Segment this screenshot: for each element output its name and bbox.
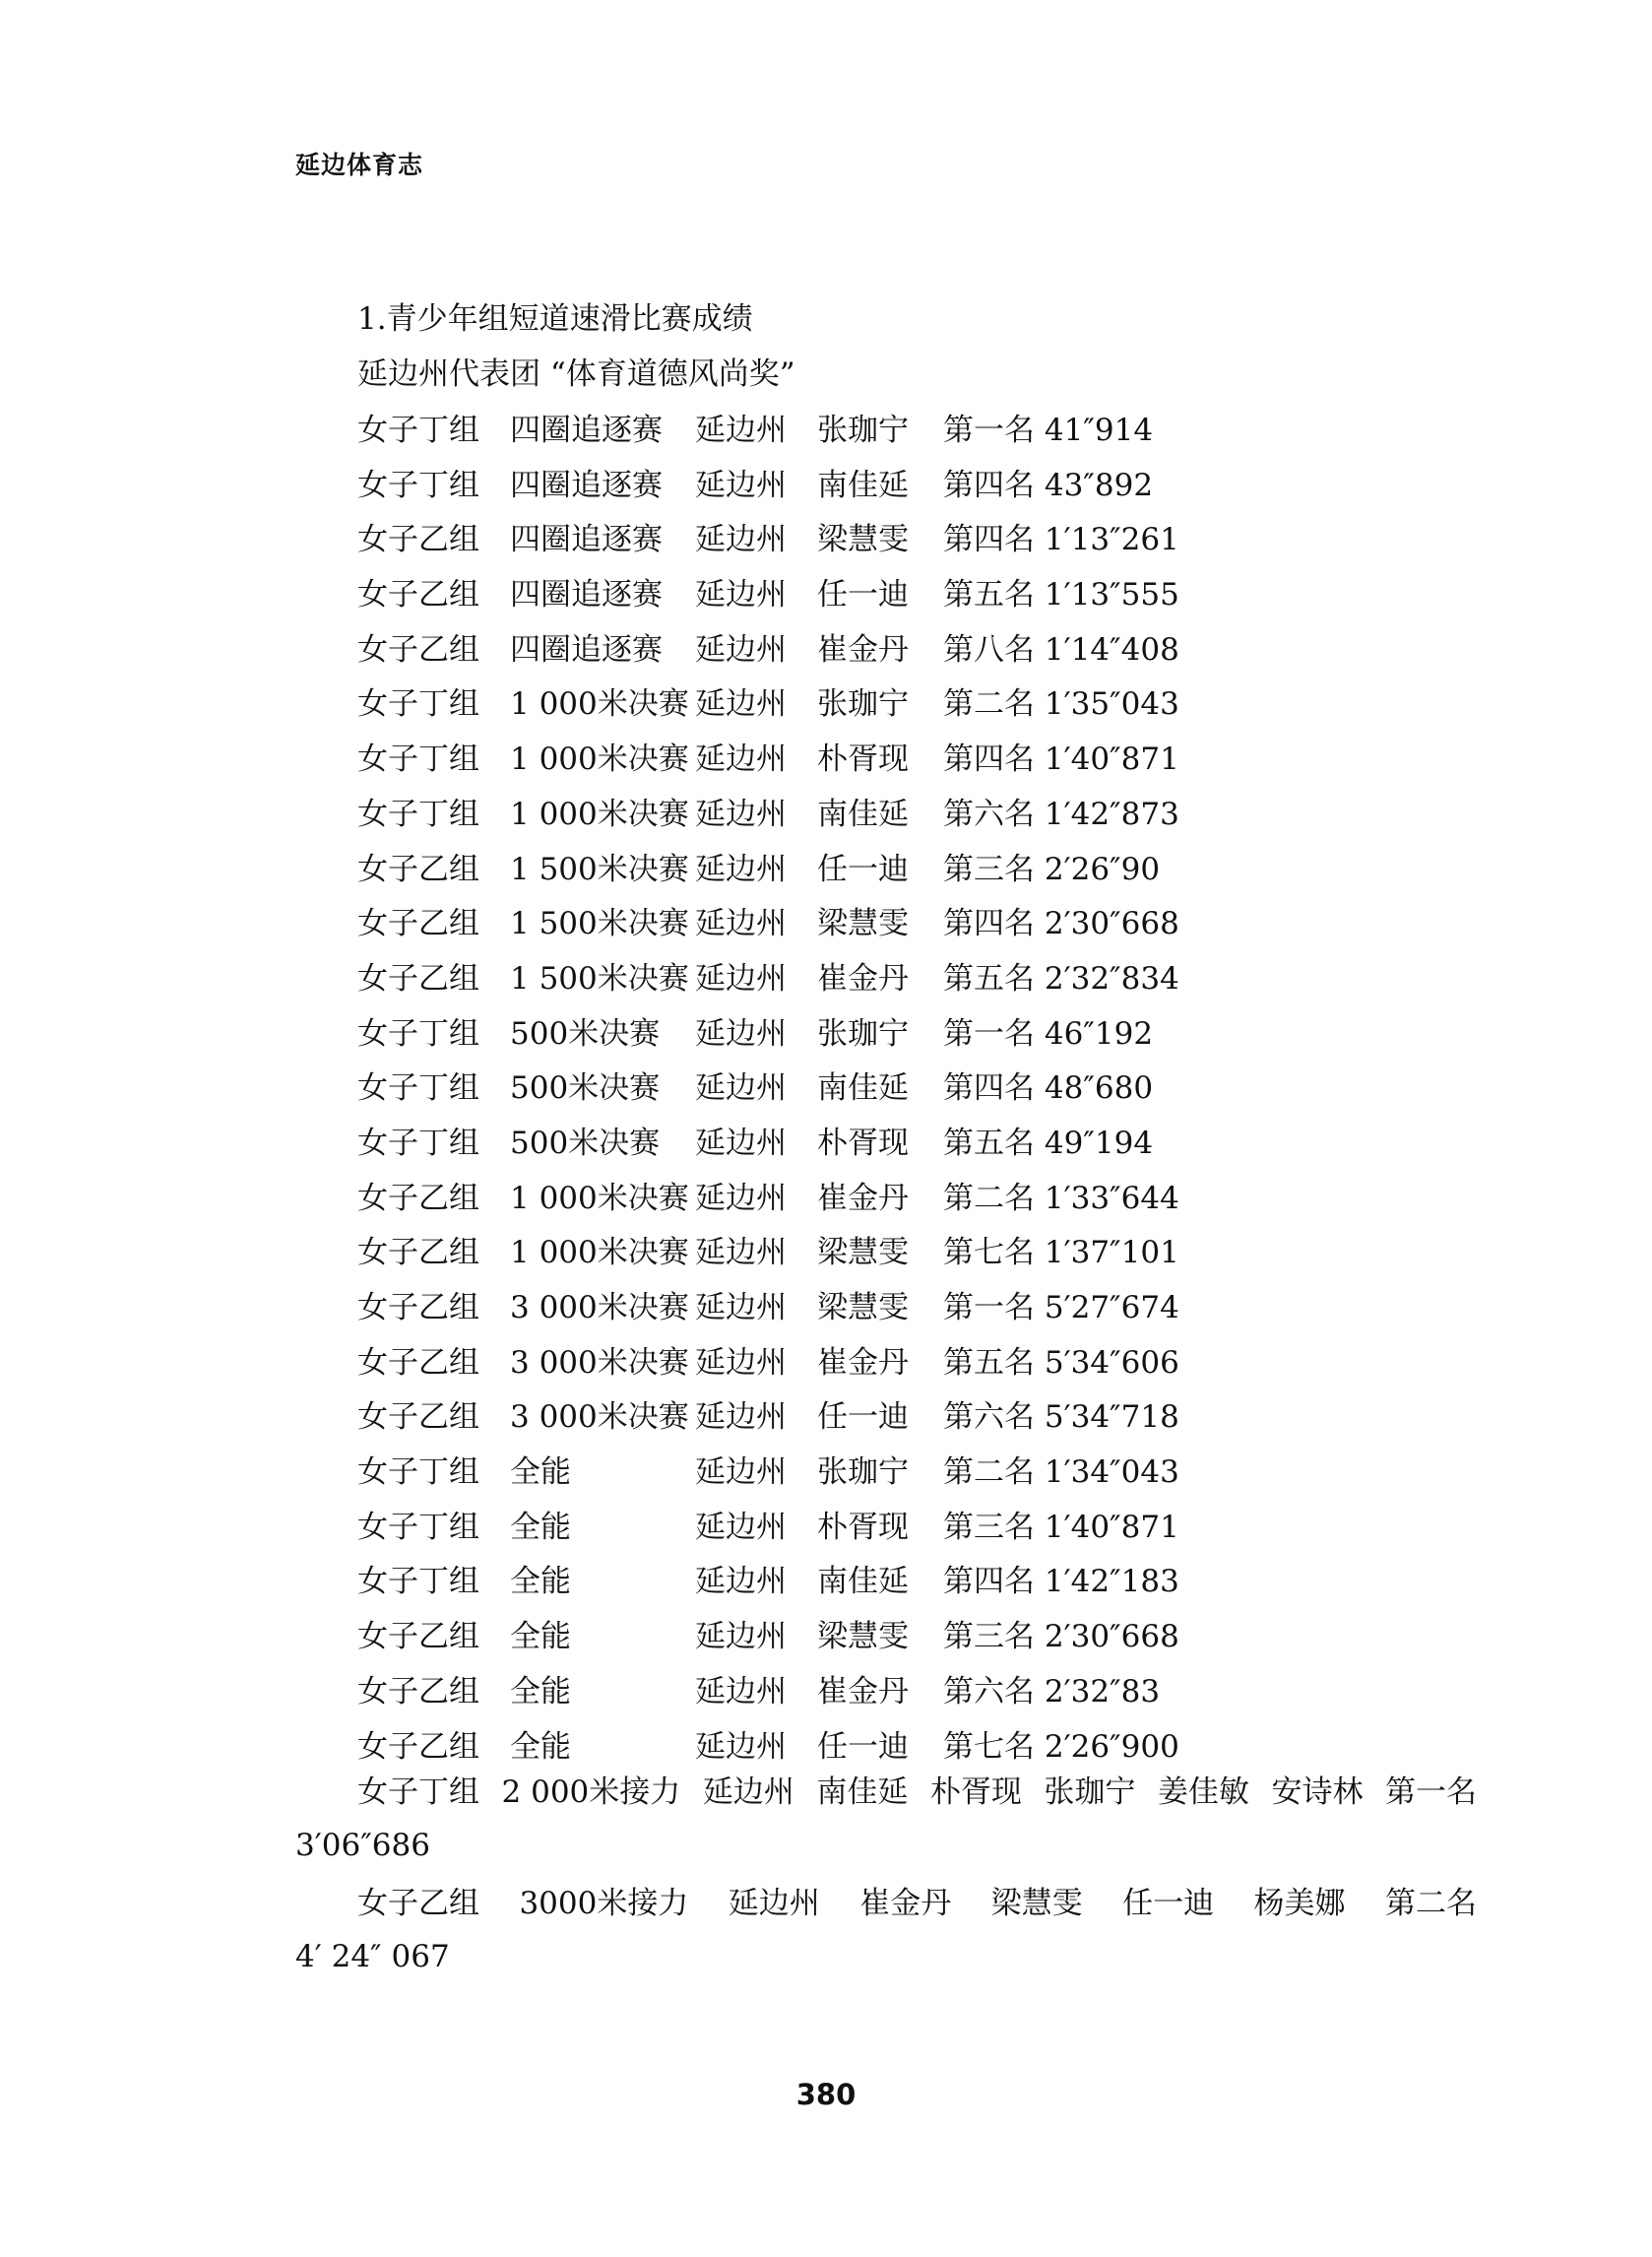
result-event: 1 000米决赛 xyxy=(510,796,689,832)
result-region: 延边州 xyxy=(695,467,787,503)
result-group: 女子乙组 xyxy=(357,1344,479,1381)
result-event: 500米决赛 xyxy=(510,1015,661,1052)
result-rank-time: 第一名 41″914 xyxy=(943,413,1154,448)
result-group: 女子丁组 xyxy=(357,413,479,448)
result-event: 四圈追逐赛 xyxy=(510,577,663,613)
result-row xyxy=(357,843,1480,898)
result-row xyxy=(357,788,1480,843)
relay-part: 延边州 xyxy=(728,1886,820,1921)
result-rank-time: 第一名 46″192 xyxy=(943,1015,1154,1052)
relay-part: 延边州 xyxy=(702,1774,794,1810)
result-row xyxy=(357,1336,1480,1391)
result-region: 延边州 xyxy=(695,1728,787,1765)
result-group: 女子丁组 xyxy=(357,1070,479,1107)
result-region: 延边州 xyxy=(695,1564,787,1600)
result-athlete: 朴胥现 xyxy=(817,742,909,778)
result-athlete: 朴胥现 xyxy=(817,1509,909,1545)
result-row xyxy=(357,1062,1480,1117)
result-rank-time: 第三名 2′30″668 xyxy=(943,1619,1179,1655)
result-row xyxy=(357,1665,1480,1720)
result-row xyxy=(357,1226,1480,1281)
result-rank-time: 第六名 5′34″718 xyxy=(943,1399,1179,1436)
result-event: 四圈追逐赛 xyxy=(510,413,663,448)
relay-part: 女子丁组 xyxy=(357,1774,479,1810)
result-group: 女子丁组 xyxy=(357,742,479,778)
result-row xyxy=(357,733,1480,788)
result-athlete: 南佳延 xyxy=(817,1564,909,1600)
running-header: 延边体育志 xyxy=(295,151,424,179)
result-region: 延边州 xyxy=(695,1454,787,1491)
result-event: 全能 xyxy=(510,1673,571,1709)
result-group: 女子乙组 xyxy=(357,1290,479,1325)
results-list xyxy=(357,404,1480,1774)
relay-part: 朴胥现 xyxy=(929,1774,1022,1810)
result-group: 女子乙组 xyxy=(357,577,479,613)
result-athlete: 张珈宁 xyxy=(817,1015,909,1052)
result-row xyxy=(357,459,1480,514)
result-rank-time: 第四名 1′42″183 xyxy=(943,1564,1179,1600)
result-row xyxy=(357,1390,1480,1446)
result-athlete: 任一迪 xyxy=(817,1728,909,1765)
result-region: 延边州 xyxy=(695,413,787,448)
result-rank-time: 第二名 1′35″043 xyxy=(943,686,1179,723)
result-region: 延边州 xyxy=(695,686,787,723)
relay-part: 南佳延 xyxy=(816,1774,909,1810)
result-region: 延边州 xyxy=(695,522,787,558)
result-event: 1 500米决赛 xyxy=(510,851,689,887)
result-athlete: 任一迪 xyxy=(817,851,909,887)
relay-part: 杨美娜 xyxy=(1253,1886,1346,1921)
result-rank-time: 第二名 1′33″644 xyxy=(943,1180,1179,1216)
relay-part: 崔金丹 xyxy=(859,1886,952,1921)
result-athlete: 崔金丹 xyxy=(817,960,909,997)
result-row xyxy=(357,952,1480,1007)
result-event: 500米决赛 xyxy=(510,1070,661,1107)
result-region: 延边州 xyxy=(695,1180,787,1216)
result-athlete: 朴胥现 xyxy=(817,1125,909,1161)
result-athlete: 梁慧雯 xyxy=(817,906,909,942)
result-athlete: 张珈宁 xyxy=(817,413,909,448)
result-region: 延边州 xyxy=(695,1235,787,1271)
result-rank-time: 第四名 1′40″871 xyxy=(943,742,1179,778)
result-rank-time: 第五名 2′32″834 xyxy=(943,960,1179,997)
result-region: 延边州 xyxy=(695,1125,787,1161)
result-row xyxy=(357,623,1480,678)
result-event: 全能 xyxy=(510,1509,571,1545)
result-group: 女子乙组 xyxy=(357,906,479,942)
result-athlete: 梁慧雯 xyxy=(817,1235,909,1271)
result-athlete: 梁慧雯 xyxy=(817,1290,909,1325)
result-event: 全能 xyxy=(510,1619,571,1655)
result-rank-time: 第四名 48″680 xyxy=(943,1070,1154,1107)
relay-entry-line xyxy=(295,1766,1477,1819)
result-athlete: 崔金丹 xyxy=(817,1180,909,1216)
result-rank-time: 第三名 1′40″871 xyxy=(943,1509,1179,1545)
result-rank-time: 第四名 2′30″668 xyxy=(943,906,1179,942)
result-athlete: 崔金丹 xyxy=(817,1673,909,1709)
result-region: 延边州 xyxy=(695,960,787,997)
result-group: 女子乙组 xyxy=(357,1235,479,1271)
result-row xyxy=(357,677,1480,733)
section-subtitle: 延边州代表团 “体育道德风尚奖” xyxy=(357,356,795,392)
result-group: 女子乙组 xyxy=(357,1728,479,1765)
relay-part: 任一迪 xyxy=(1122,1886,1215,1921)
result-row xyxy=(357,1007,1480,1063)
result-event: 500米决赛 xyxy=(510,1125,661,1161)
relay-entry-line xyxy=(295,1877,1477,1930)
result-athlete: 南佳延 xyxy=(817,796,909,832)
result-event: 1 000米决赛 xyxy=(510,686,689,723)
result-rank-time: 第六名 1′42″873 xyxy=(943,796,1179,832)
result-rank-time: 第二名 1′34″043 xyxy=(943,1454,1179,1491)
result-event: 3 000米决赛 xyxy=(510,1399,689,1436)
relay-part: 第二名 xyxy=(1384,1886,1477,1921)
result-group: 女子乙组 xyxy=(357,960,479,997)
relay-part: 3000米接力 xyxy=(519,1886,689,1921)
result-row xyxy=(357,897,1480,952)
result-rank-time: 第五名 1′13″555 xyxy=(943,577,1179,613)
relay-part: 张珈宁 xyxy=(1044,1774,1136,1810)
result-athlete: 任一迪 xyxy=(817,577,909,613)
relay-part: 2 000米接力 xyxy=(501,1774,681,1810)
result-region: 延边州 xyxy=(695,796,787,832)
result-row xyxy=(357,1281,1480,1336)
result-row xyxy=(357,1501,1480,1556)
result-region: 延边州 xyxy=(695,1070,787,1107)
relay-time: 3′06″686 xyxy=(295,1828,430,1863)
result-event: 全能 xyxy=(510,1564,571,1600)
result-region: 延边州 xyxy=(695,577,787,613)
result-event: 3 000米决赛 xyxy=(510,1290,689,1325)
result-event: 四圈追逐赛 xyxy=(510,467,663,503)
result-athlete: 崔金丹 xyxy=(817,631,909,668)
result-athlete: 梁慧雯 xyxy=(817,1619,909,1655)
result-group: 女子乙组 xyxy=(357,1180,479,1216)
result-row xyxy=(357,1446,1480,1501)
result-event: 1 000米决赛 xyxy=(510,1235,689,1271)
result-region: 延边州 xyxy=(695,906,787,942)
relay-part: 安诗林 xyxy=(1271,1774,1364,1810)
result-group: 女子丁组 xyxy=(357,1509,479,1545)
result-athlete: 南佳延 xyxy=(817,467,909,503)
result-row xyxy=(357,1610,1480,1665)
result-rank-time: 第八名 1′14″408 xyxy=(943,631,1179,668)
result-event: 全能 xyxy=(510,1728,571,1765)
result-region: 延边州 xyxy=(695,1619,787,1655)
result-athlete: 南佳延 xyxy=(817,1070,909,1107)
result-athlete: 张珈宁 xyxy=(817,1454,909,1491)
section-title: 1.青少年组短道速滑比赛成绩 xyxy=(357,301,753,337)
relay-part: 姜佳敏 xyxy=(1157,1774,1249,1810)
result-event: 1 500米决赛 xyxy=(510,960,689,997)
page-number: 380 xyxy=(795,2078,857,2111)
result-region: 延边州 xyxy=(695,1290,787,1325)
result-event: 1 000米决赛 xyxy=(510,1180,689,1216)
result-row xyxy=(357,1172,1480,1227)
result-region: 延边州 xyxy=(695,631,787,668)
result-group: 女子乙组 xyxy=(357,851,479,887)
result-region: 延边州 xyxy=(695,1399,787,1436)
result-row xyxy=(357,404,1480,459)
result-group: 女子乙组 xyxy=(357,522,479,558)
relay-part: 女子乙组 xyxy=(357,1886,479,1921)
result-athlete: 任一迪 xyxy=(817,1399,909,1436)
relay-entry xyxy=(295,1877,1477,1983)
result-athlete: 崔金丹 xyxy=(817,1344,909,1381)
result-group: 女子丁组 xyxy=(357,1454,479,1491)
result-rank-time: 第五名 5′34″606 xyxy=(943,1344,1179,1381)
result-rank-time: 第四名 43″892 xyxy=(943,467,1154,503)
result-region: 延边州 xyxy=(695,1015,787,1052)
result-region: 延边州 xyxy=(695,851,787,887)
result-group: 女子丁组 xyxy=(357,467,479,503)
result-rank-time: 第五名 49″194 xyxy=(943,1125,1154,1161)
result-rank-time: 第六名 2′32″83 xyxy=(943,1673,1161,1709)
result-row xyxy=(357,1555,1480,1610)
result-rank-time: 第四名 1′13″261 xyxy=(943,522,1179,558)
result-rank-time: 第一名 5′27″674 xyxy=(943,1290,1179,1325)
result-athlete: 张珈宁 xyxy=(817,686,909,723)
result-rank-time: 第七名 1′37″101 xyxy=(943,1235,1179,1271)
result-rank-time: 第三名 2′26″90 xyxy=(943,851,1161,887)
relay-part: 梁慧雯 xyxy=(990,1886,1083,1921)
result-group: 女子丁组 xyxy=(357,1564,479,1600)
result-event: 四圈追逐赛 xyxy=(510,522,663,558)
result-region: 延边州 xyxy=(695,1509,787,1545)
result-group: 女子丁组 xyxy=(357,796,479,832)
result-event: 1 000米决赛 xyxy=(510,742,689,778)
relay-entry xyxy=(295,1766,1477,1872)
result-row xyxy=(357,568,1480,623)
result-group: 女子乙组 xyxy=(357,1619,479,1655)
result-group: 女子丁组 xyxy=(357,1125,479,1161)
result-group: 女子丁组 xyxy=(357,1015,479,1052)
result-region: 延边州 xyxy=(695,742,787,778)
result-group: 女子丁组 xyxy=(357,686,479,723)
result-rank-time: 第七名 2′26″900 xyxy=(943,1728,1179,1765)
result-row xyxy=(357,513,1480,568)
result-athlete: 梁慧雯 xyxy=(817,522,909,558)
result-event: 四圈追逐赛 xyxy=(510,631,663,668)
result-group: 女子乙组 xyxy=(357,1673,479,1709)
result-event: 全能 xyxy=(510,1454,571,1491)
relay-part: 第一名 xyxy=(1385,1774,1477,1810)
result-event: 3 000米决赛 xyxy=(510,1344,689,1381)
result-row xyxy=(357,1117,1480,1172)
result-region: 延边州 xyxy=(695,1344,787,1381)
result-group: 女子乙组 xyxy=(357,1399,479,1436)
result-group: 女子乙组 xyxy=(357,631,479,668)
relay-time: 4′ 24″ 067 xyxy=(295,1939,450,1974)
result-event: 1 500米决赛 xyxy=(510,906,689,942)
result-region: 延边州 xyxy=(695,1673,787,1709)
